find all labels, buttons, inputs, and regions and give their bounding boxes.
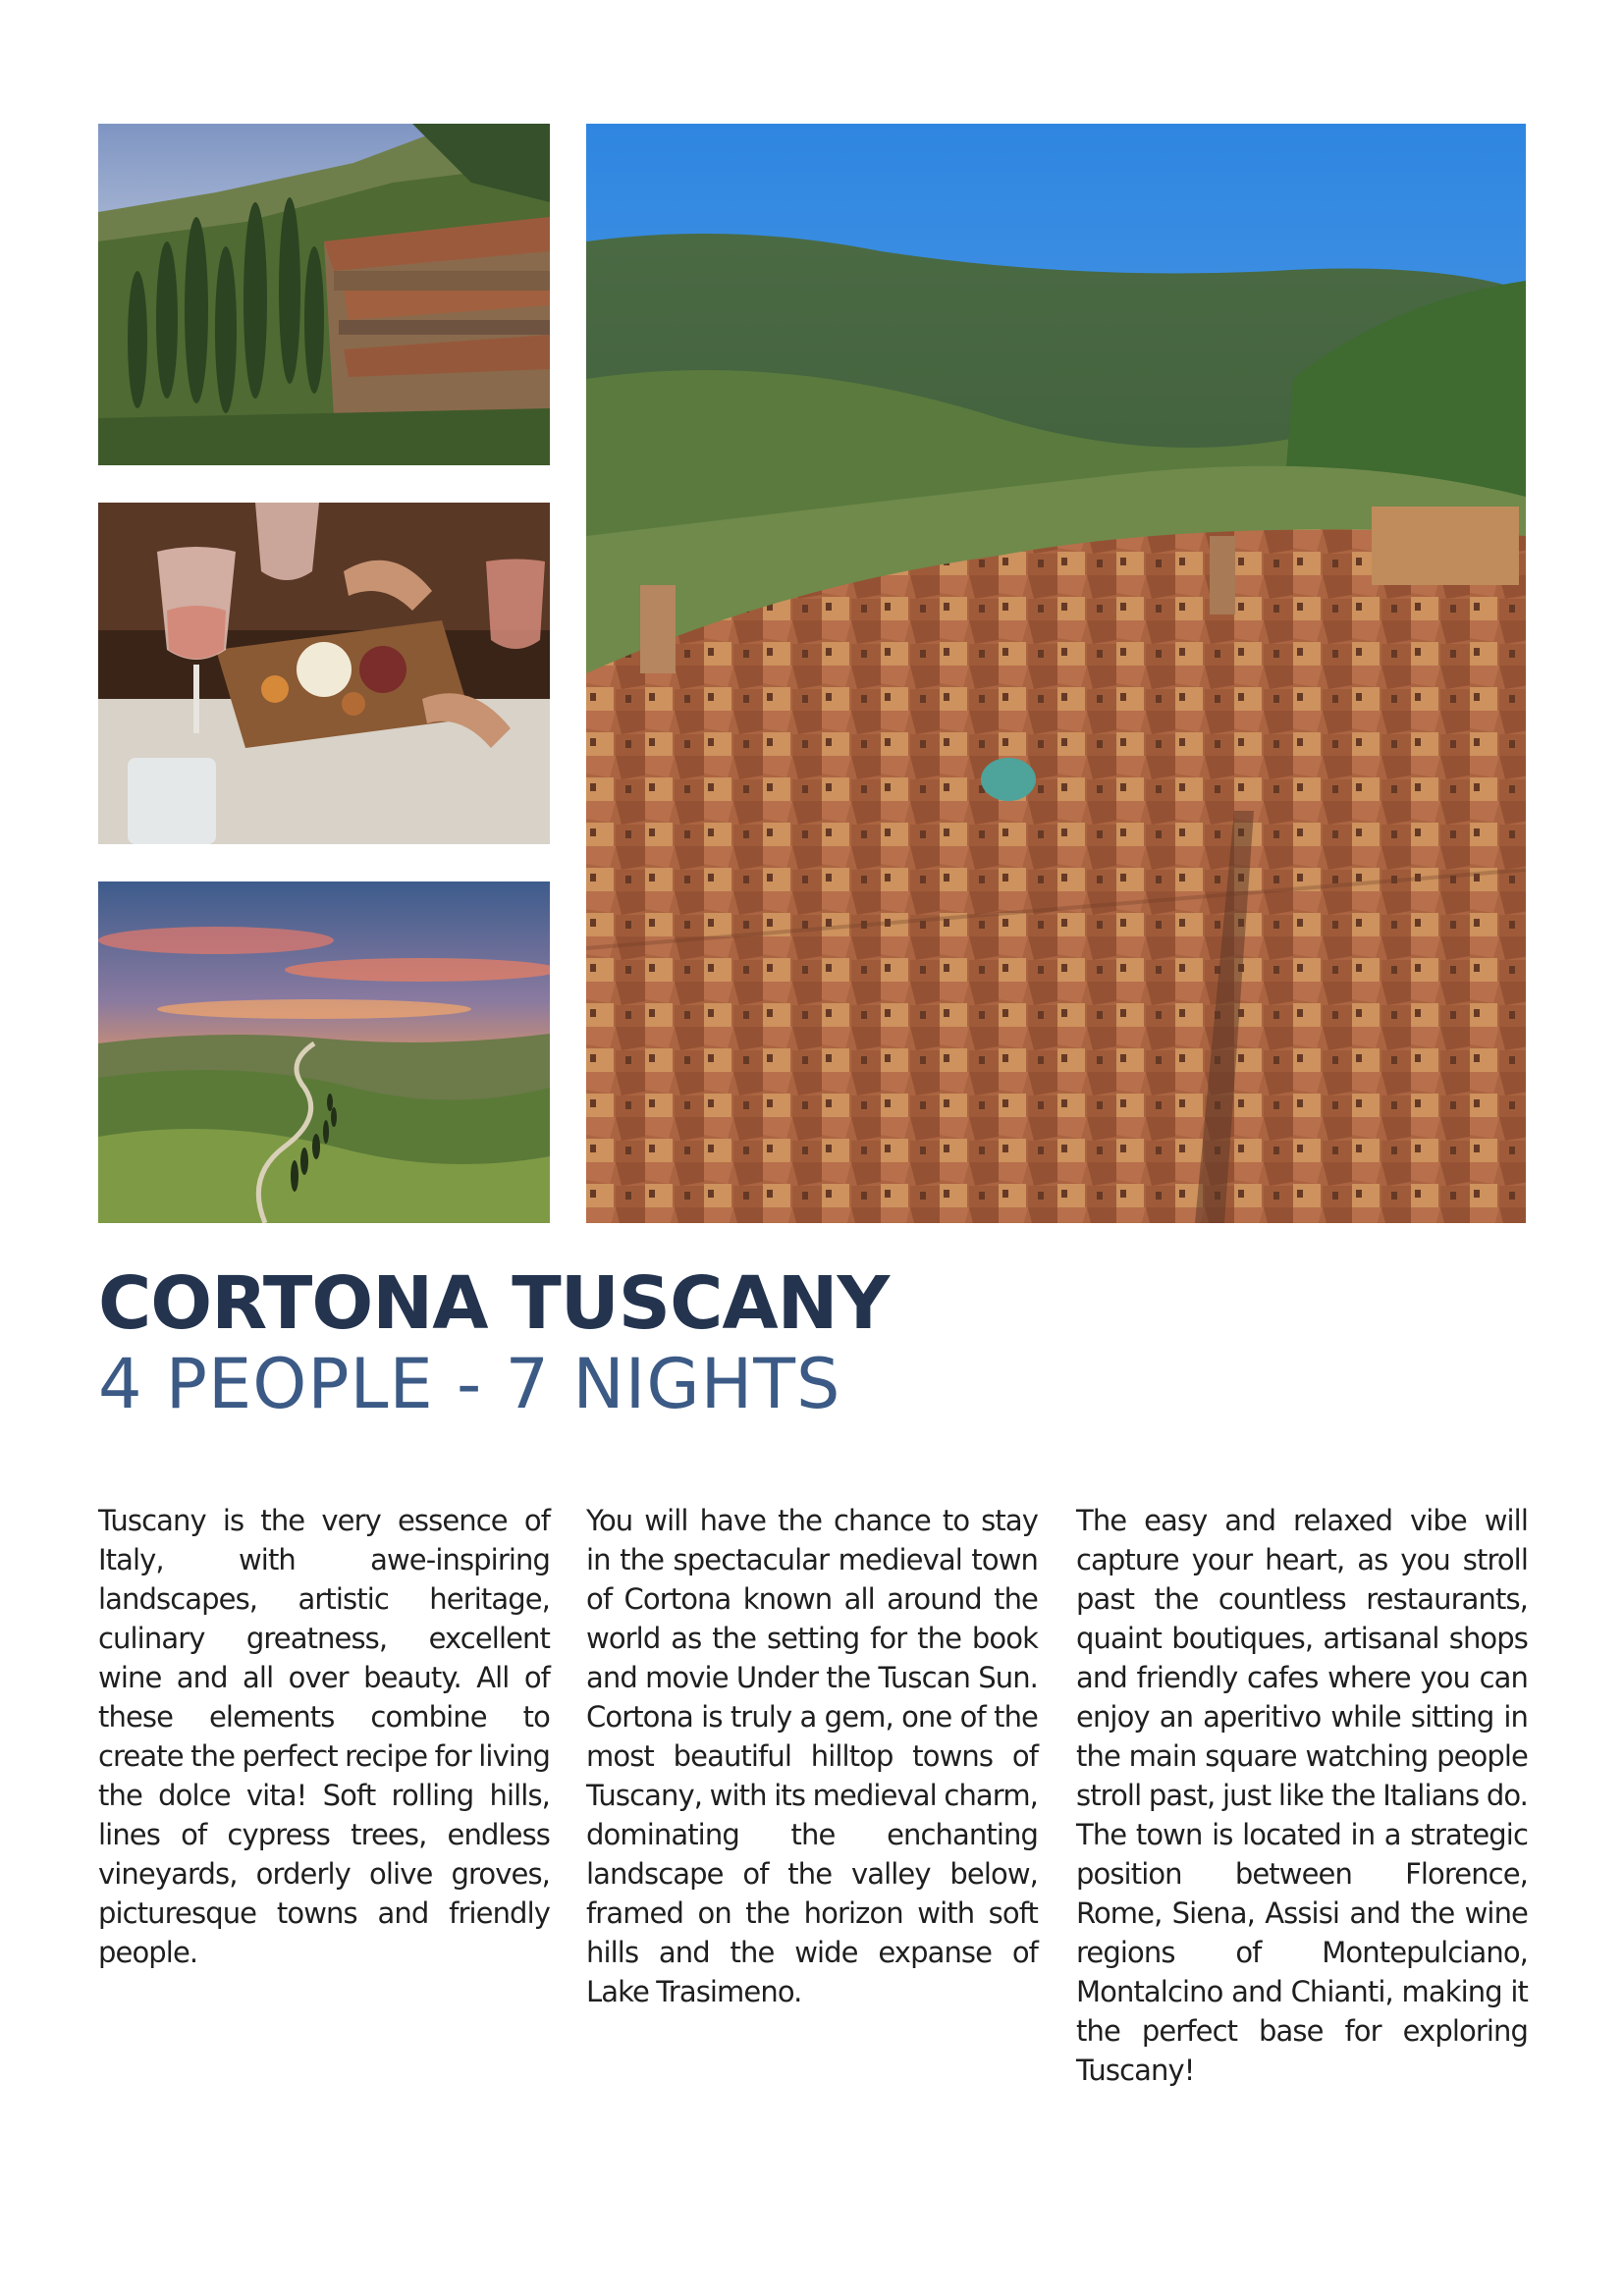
page-subtitle: 4 PEOPLE - 7 NIGHTS bbox=[98, 1344, 841, 1424]
photo-tuscan-hillside bbox=[98, 124, 550, 465]
page-title: CORTONA TUSCANY bbox=[98, 1261, 890, 1346]
body-column-2: You will have the chance to stay in the spectacular medieval town of Cortona known all around the world as the setting for the book and movie Under the Tuscan Sun. Cortona is truly a gem, one of the most beautiful hilltop towns of Tuscany, with its medieval charm, dominating the enchanting landscape of the valley below, framed on the horizon with soft hills and the wide expanse of Lake Trasimeno. bbox=[586, 1504, 1038, 2008]
photo-rolling-hills-sunset bbox=[98, 881, 550, 1223]
photo-wine-and-cheese bbox=[98, 503, 550, 844]
heading bbox=[98, 1262, 1526, 1423]
photo-cortona-aerial bbox=[586, 124, 1526, 1223]
body-column-1: Tuscany is the very essence of Italy, with awe-inspiring landscapes, artistic heritage, culinary greatness, excellent wine and all over beauty. All of these elements combine to create the perfect recipe for living the dolce vita! Soft rolling hills, lines of cypress trees, endless vineyards, orderly olive groves, picturesque towns and friendly people. bbox=[98, 1504, 550, 1969]
body-column-3: The easy and relaxed vibe will capture your heart, as you stroll past the countless restaurants, quaint boutiques, artisanal shops and friendly cafes where you can enjoy an aperitivo while sitting in the main square watching people stroll past, just like the Italians do. The town is located in a strategic position between Florence, Rome, Siena, Assisi and the wine regions of Montepulciano, Montalcino and Chianti, making it the perfect base for exploring Tuscany! bbox=[1076, 1504, 1528, 2087]
